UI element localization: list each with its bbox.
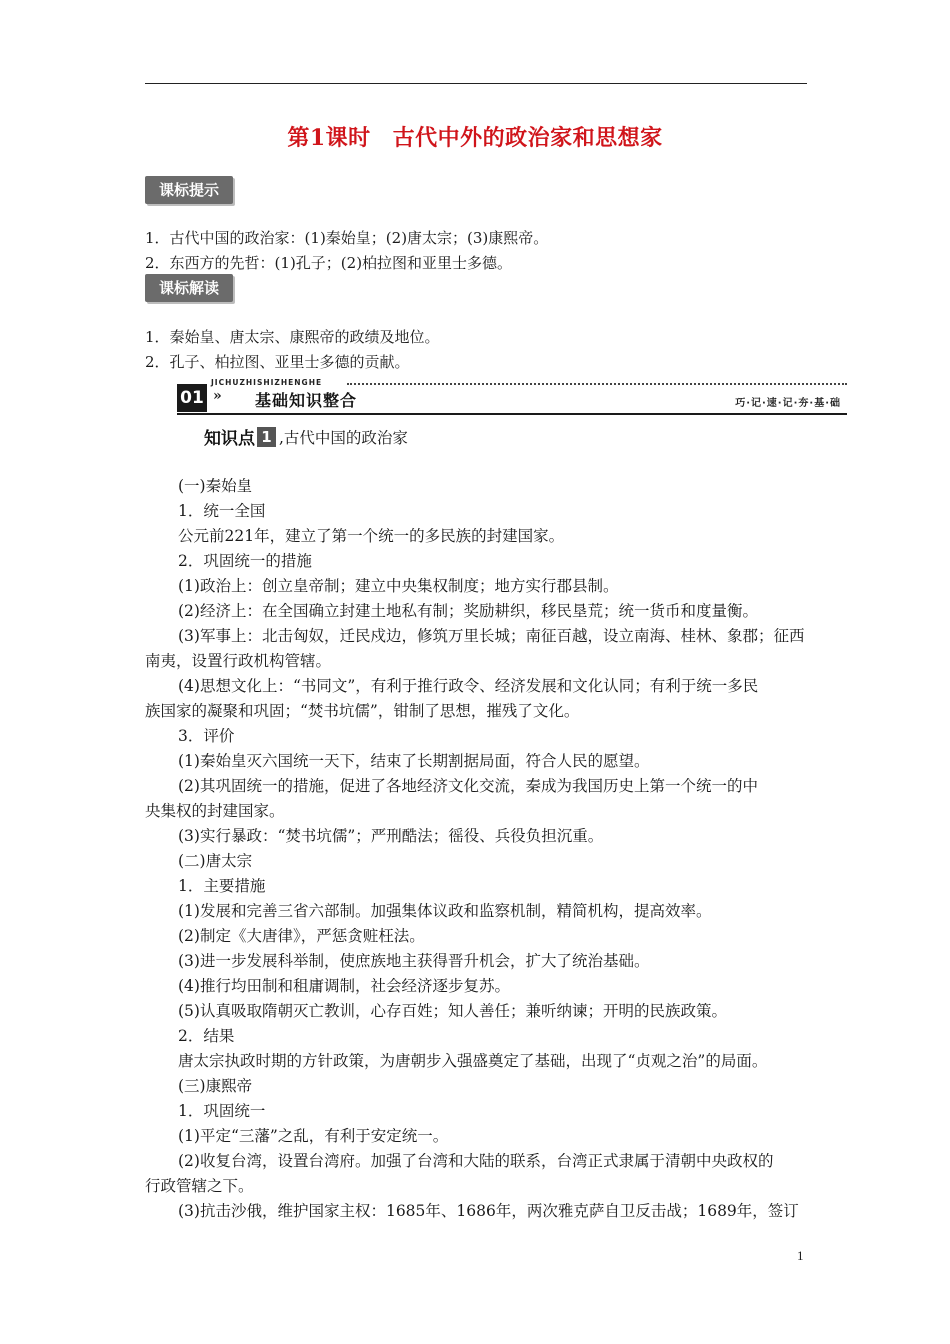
text-line: 1．统一全国 <box>178 502 266 520</box>
read-line: 1．秦始皇、唐太宗、康熙帝的政绩及地位。 <box>145 328 440 346</box>
text-line: (4)思想文化上：“书同文”，有利于推行政令、经济发展和文化认同；有利于统一多民 <box>178 677 759 695</box>
body-text <box>145 474 810 1224</box>
kp-title: ,古代中国的政治家 <box>279 428 408 447</box>
text-line: (3)进一步发展科举制，使庶族地主获得晋升机会，扩大了统治基础。 <box>178 952 650 970</box>
text-line: 公元前221年，建立了第一个统一的多民族的封建国家。 <box>178 527 565 545</box>
text-line: 2．结果 <box>178 1027 235 1045</box>
text-line: (二)唐太宗 <box>178 852 253 870</box>
page-number: 1 <box>797 1248 804 1263</box>
section-underline <box>177 413 847 415</box>
text-line: (1)秦始皇灭六国统一天下，结束了长期割据局面，符合人民的愿望。 <box>178 752 650 770</box>
kp-label: 知识点 <box>204 429 255 449</box>
tag-read: 课标解读 <box>145 274 233 302</box>
chevron-icon: » <box>213 388 222 404</box>
section-heading: 基础知识整合 <box>255 391 358 410</box>
text-line: (2)制定《大唐律》，严惩贪赃枉法。 <box>178 927 425 945</box>
text-line: 3．评价 <box>178 727 235 745</box>
page-title <box>0 121 950 152</box>
text-line: (三)康熙帝 <box>178 1077 253 1095</box>
text-line: (5)认真吸取隋朝灭亡教训，心存百姓；知人善任；兼听纳谏；开明的民族政策。 <box>178 1002 727 1020</box>
knowledge-point <box>204 424 408 450</box>
text-line: 1．巩固统一 <box>178 1102 266 1120</box>
kp-number: 1 <box>257 427 276 447</box>
text-line: (1)平定“三藩”之乱，有利于安定统一。 <box>178 1127 449 1145</box>
hint-line: 2．东西方的先哲：(1)孔子；(2)柏拉图和亚里士多德。 <box>145 254 513 272</box>
tag-hint: 课标提示 <box>145 176 233 204</box>
text-line: (1)政治上：创立皇帝制；建立中央集权制度；地方实行郡县制。 <box>178 577 619 595</box>
text-line: (3)军事上：北击匈奴，迁民戍边，修筑万里长城；南征百越，设立南海、桂林、象郡；征西 <box>178 627 805 645</box>
text-line: 行政管辖之下。 <box>145 1177 254 1195</box>
read-line: 2．孔子、柏拉图、亚里士多德的贡献。 <box>145 353 410 371</box>
text-line: 1．主要措施 <box>178 877 266 895</box>
title-lesson: 第1课时 <box>287 125 371 151</box>
section-header <box>177 378 847 416</box>
text-line: 唐太宗执政时期的方针政策，为唐朝步入强盛奠定了基础，出现了“贞观之治”的局面。 <box>178 1052 768 1070</box>
title-topic: 古代中外的政治家和思想家 <box>392 125 663 151</box>
section-right-label: 巧·记·速·记·夯·基·础 <box>735 398 841 409</box>
text-line: (2)其巩固统一的措施，促进了各地经济文化交流，秦成为我国历史上第一个统一的中 <box>178 777 758 795</box>
text-line: (3)抗击沙俄，维护国家主权：1685年、1686年，两次雅克萨自卫反击战；1689年，签订 <box>178 1202 799 1220</box>
text-line: (一)秦始皇 <box>178 477 253 495</box>
text-line: 南夷，设置行政机构管辖。 <box>145 652 332 670</box>
section-number: 01 <box>177 384 207 412</box>
hint-line: 1．古代中国的政治家：(1)秦始皇；(2)唐太宗；(3)康熙帝。 <box>145 229 549 247</box>
text-line: 2．巩固统一的措施 <box>178 552 312 570</box>
text-line: (2)收复台湾，设置台湾府。加强了台湾和大陆的联系，台湾正式隶属于清朝中央政权的 <box>178 1152 774 1170</box>
text-line: (3)实行暴政：“焚书坑儒”；严刑酷法；徭役、兵役负担沉重。 <box>178 827 604 845</box>
section-pinyin: JICHUZHISHIZHENGHE <box>211 378 323 387</box>
text-line: (1)发展和完善三省六部制。加强集体议政和监察机制，精简机构，提高效率。 <box>178 902 712 920</box>
top-rule <box>145 83 807 84</box>
text-line: 族国家的凝聚和巩固；“焚书坑儒”，钳制了思想，摧残了文化。 <box>145 702 580 720</box>
text-line: 央集权的封建国家。 <box>145 802 285 820</box>
text-line: (4)推行均田制和租庸调制，社会经济逐步复苏。 <box>178 977 510 995</box>
text-line: (2)经济上：在全国确立封建土地私有制；奖励耕织，移民垦荒；统一货币和度量衡。 <box>178 602 758 620</box>
dotted-rule <box>347 383 847 385</box>
